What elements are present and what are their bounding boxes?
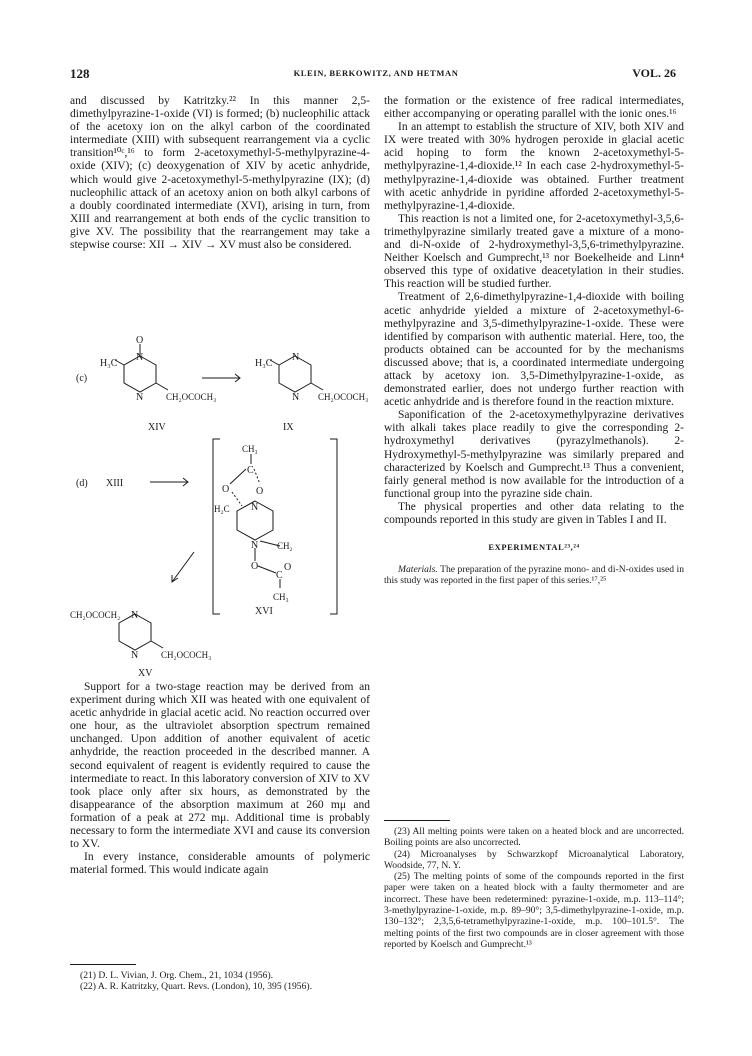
running-authors: KLEIN, BERKOWITZ, AND HETMAN (293, 68, 459, 78)
label-ix: IX (283, 422, 294, 433)
footnote-21: (21) D. L. Vivian, J. Org. Chem., 21, 1034 (1956). (80, 970, 274, 981)
footnote-23: (23) All melting points were taken on a heated block and are uncorrected. Boiling points are also uncorrected. (384, 826, 684, 849)
materials-text: The preparation of the pyrazine mono- and di-N-oxides used in this study was reported in the first paper of this series.¹⁷,²⁵ (384, 564, 684, 587)
ch2-b: CH₂ (277, 541, 293, 551)
reaction-scheme (70, 336, 380, 676)
left-paragraph-3: In every instance, considerable amounts of polymeric material formed. This would indicate again (70, 851, 370, 877)
h3c-2: H₃C (255, 358, 273, 369)
footnote-rule-right (384, 820, 450, 821)
label-d: (d) (76, 478, 88, 489)
footnote-rule-left (70, 964, 136, 965)
right-paragraph-4: Treatment of 2,6-dimethylpyrazine-1,4-dioxide with boiling acetic anhydride yielded a mixture of 2-acetoxymethyl-6-methylpyrazine and 3,5-dimethylpyrazine-1-oxide. These were identified by comparison with authentic material. Here, too, the products obtained can be accounted for by the mechanisms discussed above; that is, a coordinated intermediate undergoing attack by acetoxy ion. 3,5-Dimethylpyrazine-1-oxide, as demonstrated earlier, does not undergo further reaction with acetic anhydride and is therefore found in the reaction mixture. (384, 291, 684, 409)
ch2ococh3-3: CH₂OCOCH₂ (70, 610, 121, 620)
left-column-bottom (70, 681, 370, 877)
right-paragraph-2: In an attempt to establish the structure of XIV, both XIV and IX were treated with 30% hydrogen peroxide in glacial acetic acid hoping to form the known 2-acetoxymethyl-5-methylpyrazine-1,4-dioxide.¹² In each case 2-hydroxymethyl-5-methylpyrazine-1,4-dioxide was obtained. Further treatment with acetic anhydride in pyridine afforded 2-acetoxymethyl-5-methylpyrazine-1,4-dioxide. (384, 121, 684, 212)
n-3b: N (251, 540, 259, 551)
ch2ococh3-1: CH₂OCOCH₃ (166, 392, 217, 402)
o-a1: O (222, 484, 230, 495)
right-column (384, 95, 684, 587)
n-4b: N (131, 650, 139, 661)
h2c: H₂C (214, 504, 230, 514)
footnote-25: (25) The melting points of some of the compounds reported in the first paper were taken on a heated block with a faulty thermometer and are incorrect. These have been redetermined: pyrazine-1-oxide, m.p. 113–114°; 3-methylpyrazine-1-oxide, m.p. 89–90°; 3,5-dimethylpyrazine-1-oxide, m.p. 130–132°; 2,3,5,6-tetramethylpyrazine-1-oxide, m.p. 100–101.5°. The melting points of the first two compounds are in closer agreement with those reported by Koelsch and Gumprecht.¹³ (384, 871, 684, 950)
n-4a: N (131, 610, 139, 621)
footnote-22: (22) A. R. Katritzky, Quart. Revs. (London), 10, 395 (1956). (80, 981, 312, 993)
arrow-to-xv (172, 552, 194, 582)
right-paragraph-1: the formation or the existence of free radical intermediates, either accompanying or operating parallel with the ionic ones.¹⁶ (384, 95, 684, 121)
label-xiv: XIV (148, 422, 166, 433)
label-xiii: XIII (106, 478, 124, 489)
right-paragraph-3: This reaction is not a limited one, for 2-acetoxymethyl-3,5,6-trimethylpyrazine similarly treated gave a mixture of a mono- and di-N-oxide of 2-hydroxymethyl-3,5,6-trimethylpyrazine. Neither Koelsch and Gumprecht,¹³ nor Boekelheide and Linn⁴ observed this type of oxidative deacetylation in their studies. This reaction will be studied further. (384, 212, 684, 291)
label-xvi: XVI (255, 606, 273, 617)
right-footnotes (384, 826, 684, 950)
c-a: C (247, 465, 254, 476)
o-b2: O (284, 562, 292, 573)
label-xv: XV (138, 668, 153, 676)
right-paragraph-5: Saponification of the 2-acetoxymethylpyrazine derivatives with alkali takes place readily to give the corresponding 2-hydroxymethyl derivatives (pyrazylmethanols). 2-Hydroxymethyl-5-methylpyrazine was similarly prepared and characterized by Koelsch and Gumprecht.¹³ Thus a convenient, fairly general method is now available for the introduction of a functional group into the pyrazine side chain. (384, 409, 684, 500)
left-column-top (70, 95, 370, 252)
ch2ococh3-2: CH₂OCOCH₃ (318, 392, 369, 402)
n-1b: N (136, 392, 144, 403)
label-c: (c) (76, 373, 88, 384)
h3c-1: H₃C (100, 358, 118, 369)
materials-paragraph (384, 564, 684, 587)
n-2a: N (292, 352, 300, 363)
page-number: 128 (70, 66, 90, 81)
left-paragraph-2: Support for a two-stage reaction may be derived from an experiment during which XII was heated with one equivalent of acetic anhydride in glacial acetic acid. No reaction occurred over one hour, as the ultraviolet absorption spectrum remained unchanged. Upon addition of another equivalent of acetic anhydride, the reaction proceeded in the described manner. A second equivalent of reagent is evidently required to cause the intermediate to react. In this laboratory conversion of XIV to XV took place only after six hours, as demonstrated by the disappearance of the absorption maximum at 260 mμ and formation of a peak at 272 mμ. Additional time is probably necessary to form the intermediate XVI and cause its conversion to XV. (70, 681, 370, 851)
o-top: O (136, 336, 144, 346)
o-a2: O (256, 486, 264, 497)
footnote-24: (24) Microanalyses by Schwarzkopf Microanalytical Laboratory, Woodside, 77, N. Y. (384, 848, 684, 871)
volume-label: VOL. 26 (632, 66, 676, 80)
ch3-a: CH₃ (242, 444, 258, 454)
materials-label: Materials. (398, 564, 438, 576)
bracket-left (213, 439, 220, 614)
experimental-heading: EXPERIMENTAL²³,²⁴ (488, 542, 580, 553)
right-paragraph-6: The physical properties and other data relating to the compounds reported in this study are given in Tables I and II. (384, 500, 684, 526)
n-3a: N (251, 502, 259, 513)
o-b1: O (251, 561, 259, 572)
ch2ococh3-4: CH₂OCOCH₃ (161, 650, 212, 660)
left-footnotes (70, 970, 370, 993)
left-paragraph-1: and discussed by Katritzky.²² In this manner 2,5-dimethylpyrazine-1-oxide (VI) is formed; (b) nucleophilic attack of the acetoxy ion on the alkyl carbon of the coordinated intermediate (XIII) with subsequent rearrangement via a cyclic transition¹⁰ᶜ,¹⁶ to form 2-acetoxymethyl-5-methylpyrazine-4-oxide (XIV); (c) deoxygenation of XIV by acetic anhydride, which would give 2-acetoxymethyl-5-methylpyrazine (IX); (d) nucleophilic attack of an acetoxy anion on both alkyl carbons of a doubly coordinated intermediate (XVI), arising in turn, from XIII and rearrangement at both ends of the cyclic transition to give XV. The possibility that the rearrangement may take a stepwise course: XII → XIV → XV must also be considered. (70, 95, 370, 252)
n-2b: N (292, 392, 300, 403)
n-1a: N (136, 352, 144, 363)
c-b: C (276, 570, 283, 581)
ch3-b: CH₃ (273, 592, 289, 602)
bracket-right (330, 439, 337, 614)
running-header (0, 66, 752, 82)
